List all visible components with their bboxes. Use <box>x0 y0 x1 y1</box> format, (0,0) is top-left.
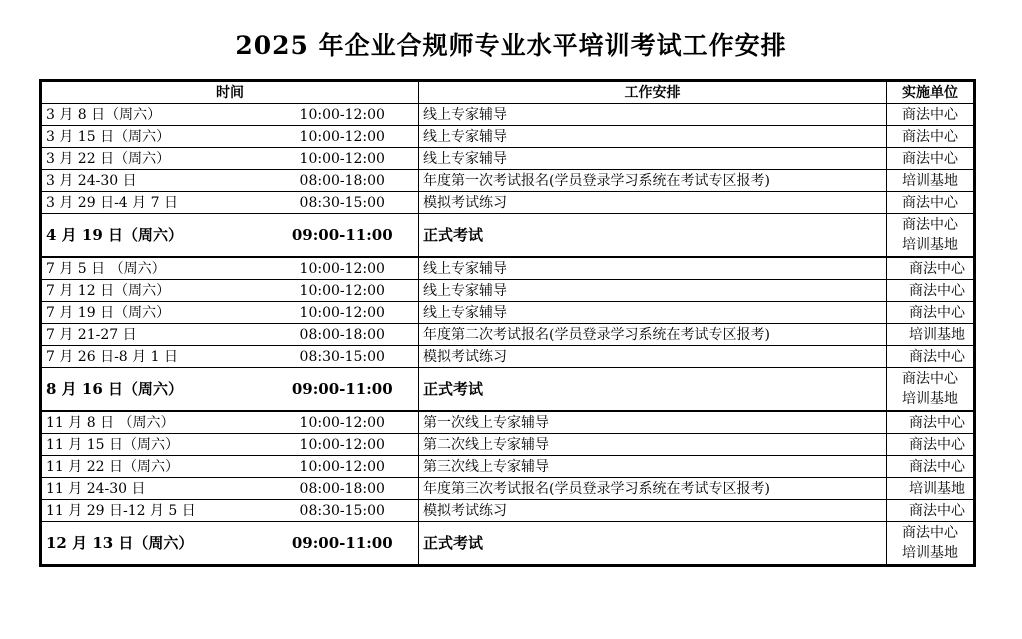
header-unit: 实施单位 <box>887 81 975 104</box>
time-cell: 08:00-18:00 <box>267 324 419 346</box>
table-row <box>41 434 975 456</box>
time-cell: 10:00-12:00 <box>267 257 419 280</box>
work-cell: 线上专家辅导 <box>419 104 887 126</box>
date-cell: 3 月 22 日（周六） <box>41 148 267 170</box>
time-cell: 10:00-12:00 <box>267 434 419 456</box>
unit-cell: 商法中心 <box>887 148 975 170</box>
date-cell: 7 月 21-27 日 <box>41 324 267 346</box>
work-cell: 第一次线上专家辅导 <box>419 411 887 434</box>
work-cell: 年度第一次考试报名(学员登录学习系统在考试专区报考) <box>419 170 887 192</box>
work-cell: 正式考试 <box>419 368 887 412</box>
table-row <box>41 257 975 280</box>
work-cell: 模拟考试练习 <box>419 500 887 522</box>
work-cell: 年度第三次考试报名(学员登录学习系统在考试专区报考) <box>419 478 887 500</box>
work-cell: 线上专家辅导 <box>419 280 887 302</box>
header-work: 工作安排 <box>419 81 887 104</box>
unit-line: 培训基地 <box>902 391 958 407</box>
exam-row <box>41 368 975 412</box>
time-cell: 10:00-12:00 <box>267 126 419 148</box>
unit-line: 培训基地 <box>902 545 958 561</box>
date-cell: 11 月 15 日（周六） <box>41 434 267 456</box>
exam-row <box>41 214 975 258</box>
unit-cell: 商法中心 <box>887 456 975 478</box>
table-row <box>41 192 975 214</box>
table-row <box>41 302 975 324</box>
table-row <box>41 324 975 346</box>
unit-line: 商法中心 <box>902 525 958 541</box>
work-cell: 正式考试 <box>419 522 887 566</box>
unit-cell: 培训基地 <box>887 170 975 192</box>
schedule-body <box>41 104 975 566</box>
date-cell: 8 月 16 日（周六） <box>41 368 267 412</box>
time-cell: 10:00-12:00 <box>267 148 419 170</box>
unit-cell: 商法中心 <box>887 257 975 280</box>
unit-line: 培训基地 <box>902 237 958 253</box>
unit-cell: 商法中心 <box>887 280 975 302</box>
header-row <box>41 81 975 104</box>
table-row <box>41 104 975 126</box>
time-cell: 09:00-11:00 <box>267 214 419 258</box>
time-cell: 10:00-12:00 <box>267 456 419 478</box>
unit-cell: 商法中心 <box>887 192 975 214</box>
table-row <box>41 280 975 302</box>
date-cell: 3 月 15 日（周六） <box>41 126 267 148</box>
date-cell: 4 月 19 日（周六） <box>41 214 267 258</box>
date-cell: 7 月 5 日 （周六） <box>41 257 267 280</box>
unit-cell: 商法中心 <box>887 346 975 368</box>
time-cell: 09:00-11:00 <box>267 522 419 566</box>
unit-cell: 培训基地 <box>887 324 975 346</box>
time-cell: 10:00-12:00 <box>267 280 419 302</box>
date-cell: 7 月 12 日（周六） <box>41 280 267 302</box>
work-cell: 第三次线上专家辅导 <box>419 456 887 478</box>
unit-cell: 商法中心 <box>887 434 975 456</box>
table-row <box>41 411 975 434</box>
work-cell: 线上专家辅导 <box>419 148 887 170</box>
unit-cell <box>887 214 975 258</box>
table-row <box>41 148 975 170</box>
schedule-table <box>39 79 976 567</box>
date-cell: 11 月 8 日 （周六） <box>41 411 267 434</box>
date-cell: 11 月 22 日（周六） <box>41 456 267 478</box>
work-cell: 线上专家辅导 <box>419 257 887 280</box>
page-title: 2025 年企业合规师专业水平培训考试工作安排 <box>235 31 787 60</box>
time-cell: 08:30-15:00 <box>267 192 419 214</box>
table-row <box>41 500 975 522</box>
table-row <box>41 456 975 478</box>
table-row <box>41 126 975 148</box>
date-cell: 7 月 26 日-8 月 1 日 <box>41 346 267 368</box>
date-cell: 7 月 19 日（周六） <box>41 302 267 324</box>
unit-cell: 商法中心 <box>887 411 975 434</box>
unit-cell: 培训基地 <box>887 478 975 500</box>
date-cell: 11 月 24-30 日 <box>41 478 267 500</box>
date-cell: 3 月 8 日（周六） <box>41 104 267 126</box>
exam-row <box>41 522 975 566</box>
date-cell: 3 月 24-30 日 <box>41 170 267 192</box>
unit-cell <box>887 368 975 412</box>
unit-cell: 商法中心 <box>887 126 975 148</box>
time-cell: 09:00-11:00 <box>267 368 419 412</box>
work-cell: 模拟考试练习 <box>419 346 887 368</box>
date-cell: 11 月 29 日-12 月 5 日 <box>41 500 267 522</box>
date-cell: 12 月 13 日（周六） <box>41 522 267 566</box>
table-row <box>41 346 975 368</box>
work-cell: 第二次线上专家辅导 <box>419 434 887 456</box>
unit-line: 商法中心 <box>902 217 958 233</box>
time-cell: 10:00-12:00 <box>267 104 419 126</box>
work-cell: 正式考试 <box>419 214 887 258</box>
time-cell: 08:30-15:00 <box>267 500 419 522</box>
time-cell: 10:00-12:00 <box>267 411 419 434</box>
unit-cell: 商法中心 <box>887 302 975 324</box>
date-cell: 3 月 29 日-4 月 7 日 <box>41 192 267 214</box>
time-cell: 08:30-15:00 <box>267 346 419 368</box>
time-cell: 08:00-18:00 <box>267 478 419 500</box>
header-time: 时间 <box>41 81 419 104</box>
work-cell: 模拟考试练习 <box>419 192 887 214</box>
work-cell: 线上专家辅导 <box>419 126 887 148</box>
table-row <box>41 478 975 500</box>
work-cell: 年度第二次考试报名(学员登录学习系统在考试专区报考) <box>419 324 887 346</box>
unit-cell: 商法中心 <box>887 104 975 126</box>
unit-line: 商法中心 <box>902 371 958 387</box>
time-cell: 08:00-18:00 <box>267 170 419 192</box>
table-row <box>41 170 975 192</box>
time-cell: 10:00-12:00 <box>267 302 419 324</box>
unit-cell <box>887 522 975 566</box>
unit-cell: 商法中心 <box>887 500 975 522</box>
work-cell: 线上专家辅导 <box>419 302 887 324</box>
